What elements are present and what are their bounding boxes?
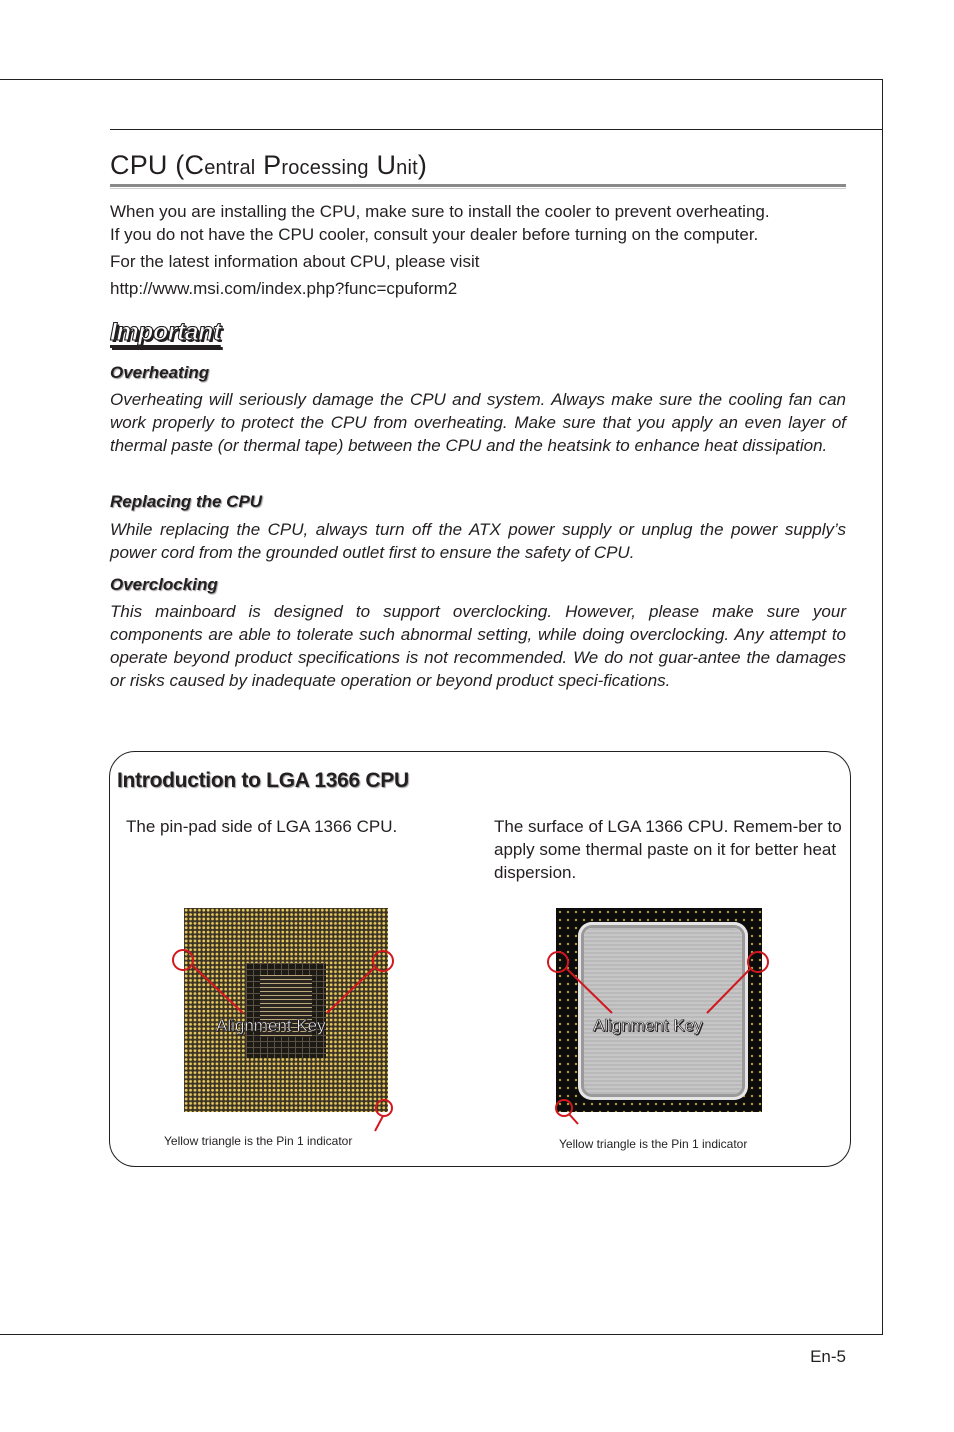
left-pin1-note: Yellow triangle is the Pin 1 indicator [164,1134,353,1148]
cpu-support-url[interactable]: http://www.msi.com/index.php?func=cpuform2 [110,279,458,298]
overclocking-body: This mainboard is designed to support overclocking. However, please make sure your components are able to tolerate such abnormal setting, while doing overclocking. Any attempt to operate beyond product specifications is not recommended. We do not guar-antee the damages or risks caused by inadequate operation or beyond product speci-fications. [110,602,846,690]
lga-intro-title: Introduction to LGA 1366 CPU [117,769,409,792]
left-alignment-key-label: Alignment Key [216,1016,326,1035]
left-alignment-key-marker-2 [372,950,394,972]
intro-line-3: For the latest information about CPU, please visit [110,252,480,271]
right-alignment-key-label: Alignment Key [593,1016,703,1035]
right-pin1-note: Yellow triangle is the Pin 1 indicator [559,1137,748,1151]
important-heading: Important [110,318,221,346]
intro-line-1: When you are installing the CPU, make sure to install the cooler to prevent overheating. [110,202,770,221]
left-alignment-key-marker-1 [172,949,194,971]
intro-line-2: If you do not have the CPU cooler, consult your dealer before turning on the computer. [110,225,759,244]
surface-caption: The surface of LGA 1366 CPU. Remem-ber to apply some thermal paste on it for better heat dispersion. [494,817,842,882]
section-title: CPU (Central Processing Unit) [110,150,428,180]
right-alignment-key-marker-1 [547,951,569,973]
replacing-cpu-title: Replacing the CPU [110,492,263,511]
overheating-title: Overheating [110,363,210,382]
replacing-cpu-body: While replacing the CPU, always turn off the ATX power supply or unplug the power supply’s power cord from the grounded outlet first to ensure the safety of CPU. [110,520,846,562]
overclocking-title: Overclocking [110,575,218,594]
right-pin1-marker [555,1099,573,1117]
left-pin1-marker [375,1099,393,1117]
pin-pad-caption: The pin-pad side of LGA 1366 CPU. [126,817,398,836]
overheating-body: Overheating will seriously damage the CPU and system. Always make sure the cooling fan can work properly to protect the CPU from overheating. Make sure that you apply an even layer of thermal paste (or thermal tape) between the CPU and the heatsink to enhance heat dissipation. [110,390,846,455]
right-alignment-key-marker-2 [747,951,769,973]
page-number: En-5 [810,1347,846,1366]
